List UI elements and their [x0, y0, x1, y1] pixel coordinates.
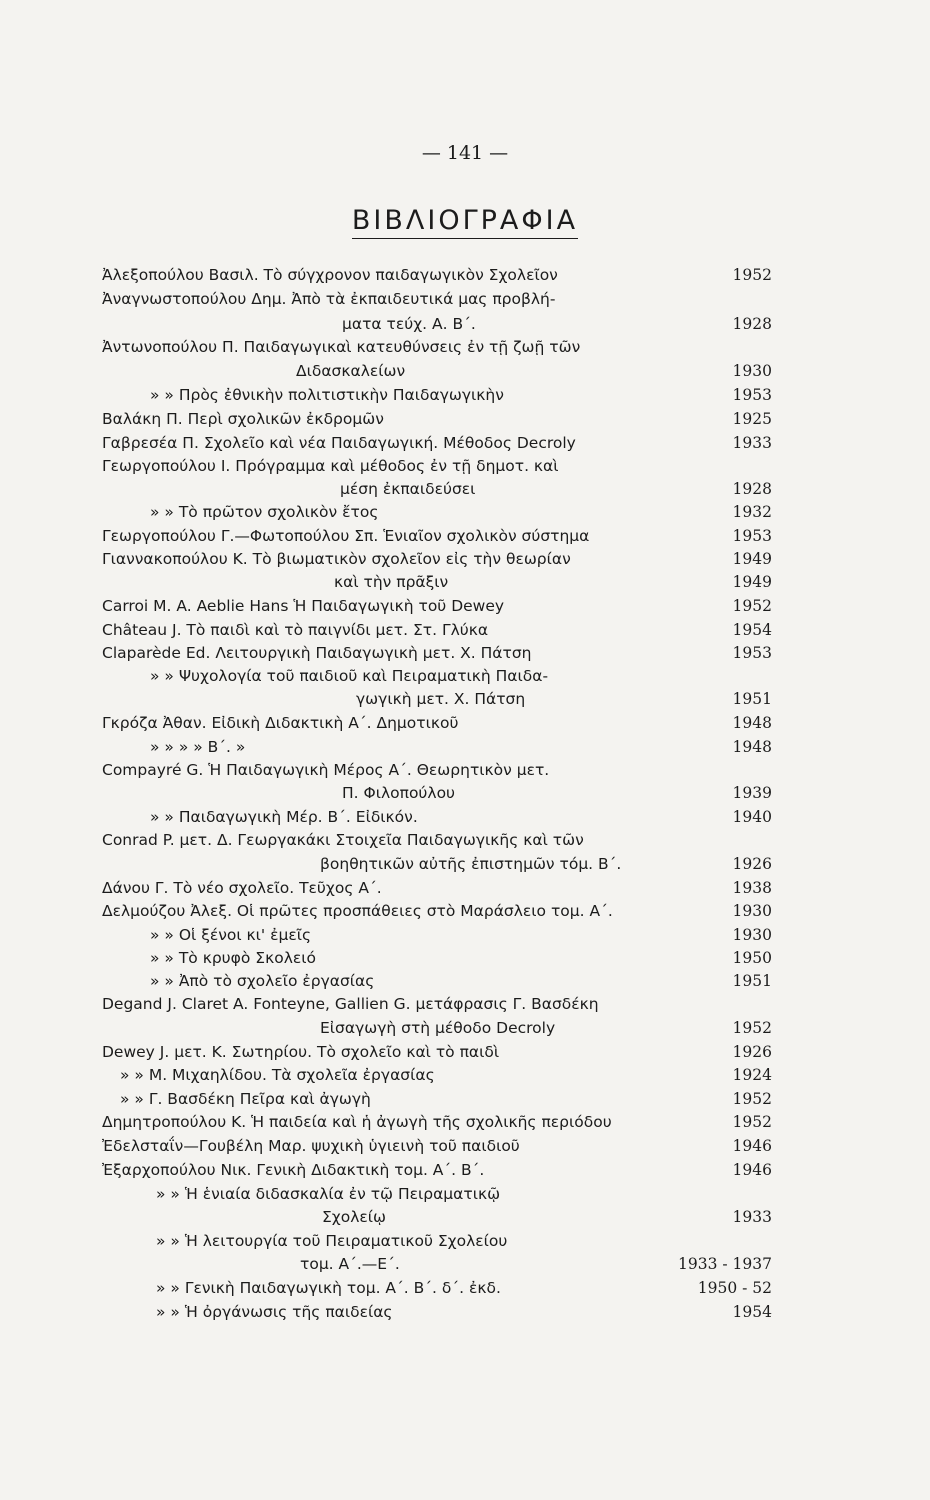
entry-text: Γκρόζα Ἀθαν. Εἰδικὴ Διδακτικὴ Α΄. Δημοτικοῦ [102, 714, 459, 732]
entry-year: 1932 [732, 503, 772, 521]
title-text: ΒΙΒΛΙΟΓΡΑΦΙΑ [352, 205, 578, 239]
entry-year: 1954 [732, 621, 772, 639]
entry-year [660, 1230, 772, 1252]
entry-text: » » Ἡ ὀργάνωσις τῆς παιδείας [156, 1303, 393, 1321]
entry-text: τομ. Α΄.—Ε΄. [300, 1255, 400, 1273]
entry-text: Δάνου Γ. Τὸ νέο σχολεῖο. Τεῦχος Α΄. [102, 879, 382, 897]
entry-text: ματα τεύχ. Α. Β΄. [342, 315, 476, 333]
entry-year: 1948 [732, 738, 772, 756]
entry-text: Εἰσαγωγὴ στὴ μέθοδο Decroly [320, 1019, 556, 1037]
entry-text: » » » » Β΄. » [150, 738, 246, 756]
entry-text: Σχολείῳ [322, 1208, 387, 1226]
entry-year: 1951 [732, 690, 772, 708]
entry-text: Γιαννακοπούλου Κ. Τὸ βιωματικὸν σχολεῖον εἰς τὴν θεωρίαν [102, 550, 571, 568]
entry-year: 1933 - 1937 [678, 1255, 772, 1273]
entry-text: Γεωργοπούλου Γ.—Φωτοπούλου Σπ. Ἑνιαῖον σχολικὸν σύστημα [102, 527, 590, 545]
entry-year: 1952 [732, 266, 772, 284]
entry-year: 1930 [732, 926, 772, 944]
entry-year: 1933 [732, 434, 772, 452]
entry-text: » » Γενικὴ Παιδαγωγικὴ τομ. Α΄. Β΄. δ΄. ἐκδ. [156, 1279, 501, 1297]
entry-text: βοηθητικῶν αὐτῆς ἐπιστημῶν τόμ. Β΄. [320, 855, 622, 873]
entry-year [660, 336, 772, 358]
entry-text: Ἀναγνωστοπούλου Δημ. Ἀπὸ τὰ ἐκπαιδευτικά μας προβλή- [102, 290, 556, 308]
entry-text: » » Πρὸς ἐθνικὴν πολιτιστικὴν Παιδαγωγικὴν [150, 386, 504, 404]
entry-year: 1946 [732, 1161, 772, 1179]
entry-year: 1950 - 52 [697, 1279, 772, 1297]
entry-text: Ἐξαρχοπούλου Νικ. Γενικὴ Διδακτικὴ τομ. Α΄. Β΄. [102, 1161, 485, 1179]
entry-text: Dewey J. μετ. Κ. Σωτηρίου. Τὸ σχολεῖο καὶ τὸ παιδὶ [102, 1043, 500, 1061]
entry-year: 1926 [732, 855, 772, 873]
entry-year: 1951 [732, 972, 772, 990]
entry-year: 1940 [732, 808, 772, 826]
entry-text: Conrad P. μετ. Δ. Γεωργακάκι Στοιχεῖα Παιδαγωγικῆς καὶ τῶν [102, 831, 584, 849]
entry-year [660, 829, 772, 851]
entry-text: καὶ τὴν πρᾶξιν [334, 573, 449, 591]
entry-text: γωγικὴ μετ. Χ. Πάτση [356, 690, 526, 708]
page-number: — 141 — [421, 142, 509, 164]
entry-text: Claparède Ed. Λειτουργικὴ Παιδαγωγικὴ μετ. Χ. Πάτση [102, 644, 532, 662]
entry-year: 1953 [732, 527, 772, 545]
entry-text: » » Ψυχολογία τοῦ παιδιοῦ καὶ Πειραματικὴ Παιδα- [150, 667, 549, 685]
entry-year: 1928 [732, 480, 772, 498]
entry-text: » » Οἱ ξένοι κι' ἐμεῖς [150, 926, 312, 944]
entry-text: Ἐδελσταΐν—Γουβέλη Μαρ. ψυχικὴ ὑγιεινὴ τοῦ παιδιοῦ [102, 1137, 520, 1155]
entry-year: 1939 [732, 784, 772, 802]
entry-text: Γαβρεσέα Π. Σχολεῖο καὶ νέα Παιδαγωγική. Μέθοδος Decroly [102, 434, 576, 452]
entry-text: Ἀντωνοπούλου Π. Παιδαγωγικαὶ κατευθύνσεις ἐν τῇ ζωῇ τῶν [102, 338, 581, 356]
entry-year: 1928 [732, 315, 772, 333]
entry-text: Π. Φιλοπούλου [342, 784, 456, 802]
entry-text: » » Ἀπὸ τὸ σχολεῖο ἐργασίας [150, 972, 375, 990]
entry-year: 1926 [732, 1043, 772, 1061]
entry-year [660, 993, 772, 1015]
entry-text: » » Μ. Μιχαηλίδου. Τὰ σχολεῖα ἐργασίας [120, 1066, 435, 1084]
entry-year: 1946 [732, 1137, 772, 1155]
entry-text: μέση ἐκπαιδεύσει [340, 480, 476, 498]
entry-year: 1954 [732, 1303, 772, 1321]
entry-text: Carroi M. A. Aeblie Hans Ἡ Παιδαγωγικὴ τοῦ Dewey [102, 597, 505, 615]
entry-text: » » Ἡ λειτουργία τοῦ Πειραματικοῦ Σχολείου [156, 1232, 508, 1250]
entry-text: » » Παιδαγωγικὴ Μέρ. Β΄. Εἰδικόν. [150, 808, 418, 826]
entry-text: » » Τὸ κρυφὸ Σκολειό [150, 949, 316, 967]
entry-text: Δημητροπούλου Κ. Ἡ παιδεία καὶ ἡ ἀγωγὴ τῆς σχολικῆς περιόδου [102, 1113, 612, 1131]
entry-year: 1930 [732, 362, 772, 380]
entry-year: 1938 [732, 879, 772, 897]
entry-year: 1952 [732, 1113, 772, 1131]
entry-year [660, 288, 772, 310]
entry-year [660, 759, 772, 781]
page-title [0, 205, 930, 236]
entry-year: 1948 [732, 714, 772, 732]
entry-year: 1953 [732, 644, 772, 662]
entry-year: 1924 [732, 1066, 772, 1084]
entry-year [660, 665, 772, 687]
entry-year [660, 1183, 772, 1205]
entry-text: Degand J. Claret A. Fonteyne, Gallien G. μετάφρασις Γ. Βασδέκη [102, 995, 599, 1013]
entry-text: » » Γ. Βασδέκη Πεῖρα καὶ ἀγωγὴ [120, 1090, 371, 1108]
entry-year: 1949 [732, 550, 772, 568]
entry-text: Ἀλεξοπούλου Βασιλ. Τὸ σύγχρονον παιδαγωγικὸν Σχολεῖον [102, 266, 558, 284]
entry-year: 1930 [732, 902, 772, 920]
entry-text: Γεωργοπούλου Ι. Πρόγραμμα καὶ μέθοδος ἐν τῇ δημοτ. καὶ [102, 457, 559, 475]
entry-text: Διδασκαλείων [296, 362, 406, 380]
entry-year: 1950 [732, 949, 772, 967]
entry-text: » » Τὸ πρῶτον σχολικὸν ἔτος [150, 503, 379, 521]
entry-year: 1952 [732, 597, 772, 615]
entry-text: Βαλάκη Π. Περὶ σχολικῶν ἐκδρομῶν [102, 410, 384, 428]
entry-text: Δελμούζου Ἀλεξ. Οἱ πρῶτες προσπάθειες στὸ Μαράσλειο τομ. Α΄. [102, 902, 613, 920]
entry-text: Château J. Τὸ παιδὶ καὶ τὸ παιγνίδι μετ. Στ. Γλύκα [102, 621, 489, 639]
entry-year: 1952 [732, 1019, 772, 1037]
entry-year: 1953 [732, 386, 772, 404]
entry-text: Compayré G. Ἡ Παιδαγωγικὴ Μέρος Α΄. Θεωρητικὸν μετ. [102, 761, 550, 779]
entry-year: 1952 [732, 1090, 772, 1108]
entry-year: 1933 [732, 1208, 772, 1226]
entry-text: » » Ἡ ἑνιαία διδασκαλία ἐν τῷ Πειραματικῷ [156, 1185, 501, 1203]
entry-year [660, 455, 772, 477]
entry-year: 1949 [732, 573, 772, 591]
entry-year: 1925 [732, 410, 772, 428]
